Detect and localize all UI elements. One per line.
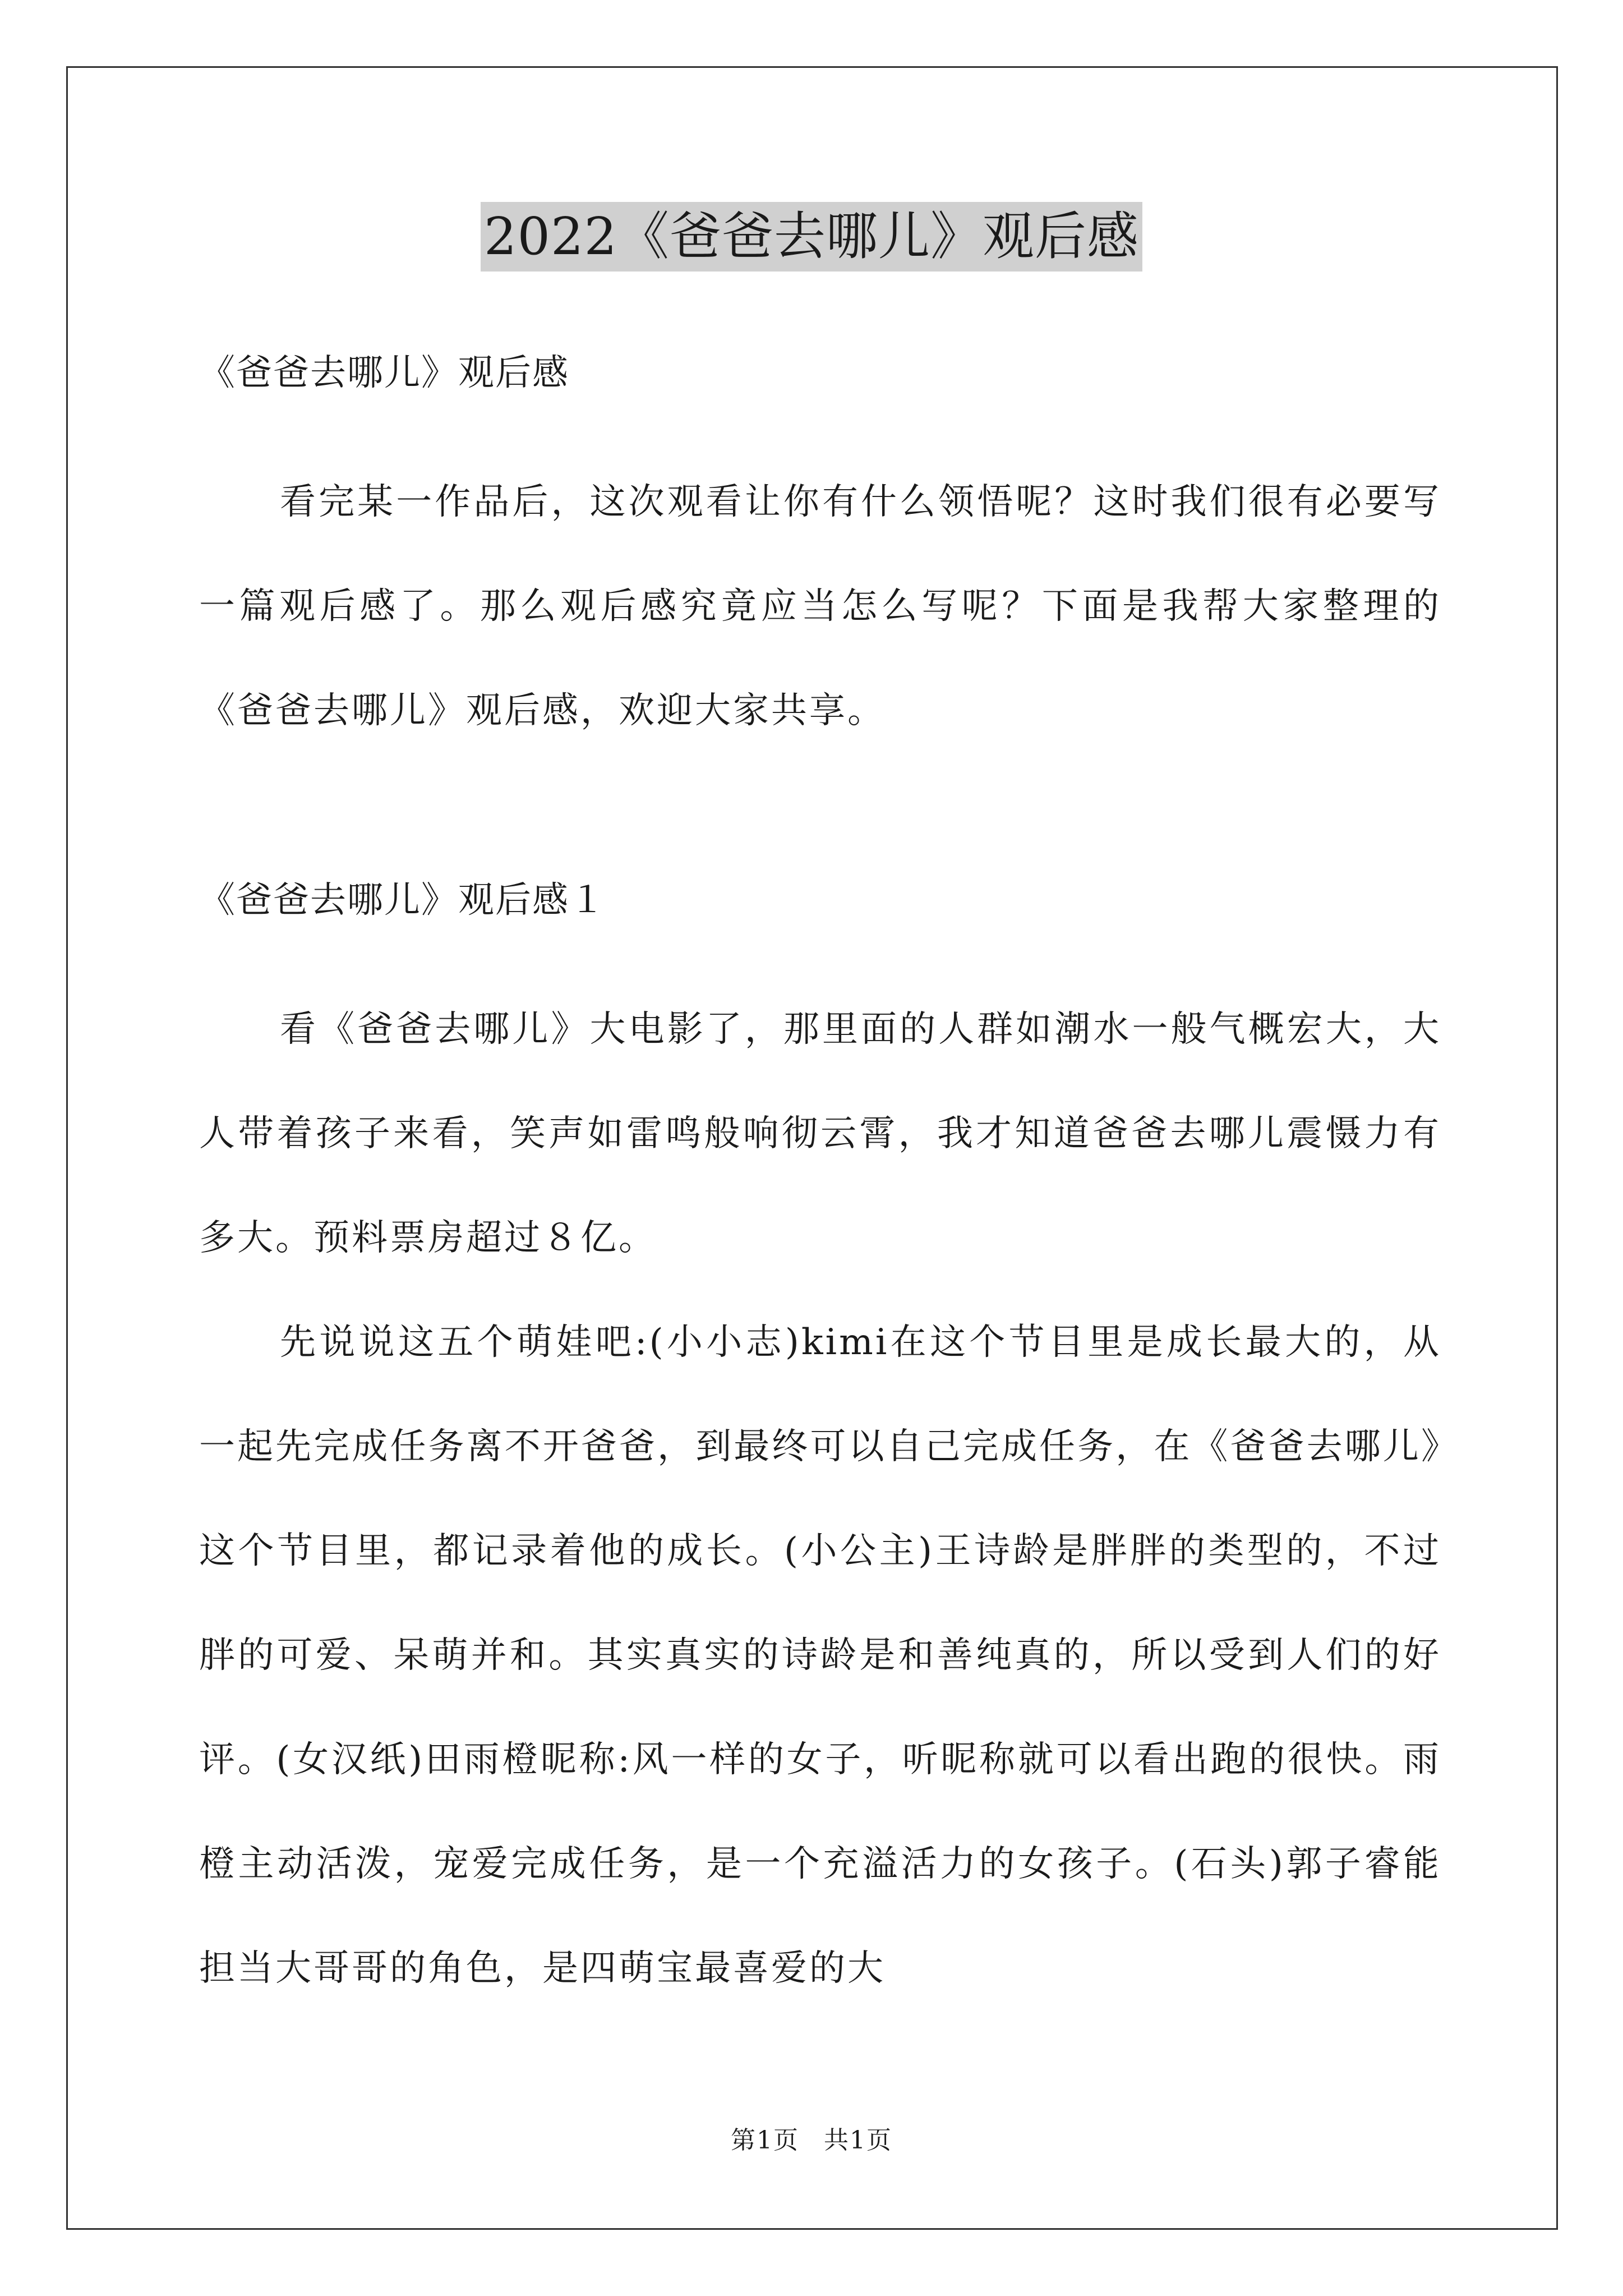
spacer (199, 763, 1441, 875)
title-container (0, 202, 1623, 272)
intro-heading: 《爸爸去哪儿》观后感 (199, 352, 569, 394)
section-paragraph-2: 先说说这五个萌娃吧:(小小志)kimi在这个节目里是成长最大的，从一起先完成任务离不开爸爸，到最终可以自己完成任务，在《爸爸去哪儿》这个节目里，都记录着他的成长。(小公主)王诗龄是胖胖的类型的，不过胖的可爱、呆萌并和。其实真实的诗龄是和善纯真的，所以受到人们的好评。(女汉纸)田雨橙昵称:风一样的女子，听昵称就可以看出跑的很快。雨橙主动活泼，宠爱完成任务，是一个充溢活力的女孩子。(石头)郭子睿能担当大哥哥的角色，是四萌宝最喜爱的大 (199, 1322, 1441, 1989)
page-total: 共1页 (824, 2126, 892, 2155)
page-number: 第1页 (731, 2126, 799, 2155)
section-heading: 《爸爸去哪儿》观后感１ (199, 880, 606, 921)
intro-paragraph: 看完某一作品后，这次观看让你有什么领悟呢？这时我们很有必要写一篇观后感了。那么观后感究竟应当怎么写呢？下面是我帮大家整理的《爸爸去哪儿》观后感，欢迎大家共享。 (199, 481, 1441, 731)
document-title: 2022《爸爸去哪儿》观后感 (481, 202, 1142, 272)
page-footer (0, 2124, 1623, 2157)
spacer (199, 926, 1441, 977)
spacer (199, 398, 1441, 450)
section-paragraph-1: 看《爸爸去哪儿》大电影了，那里面的人群如潮水一般气概宏大，大人带着孩子来看，笑声如雷鸣般响彻云霄，我才知道爸爸去哪儿震慑力有多大。预料票房超过８亿。 (199, 1009, 1441, 1259)
document-body (199, 348, 1441, 2021)
